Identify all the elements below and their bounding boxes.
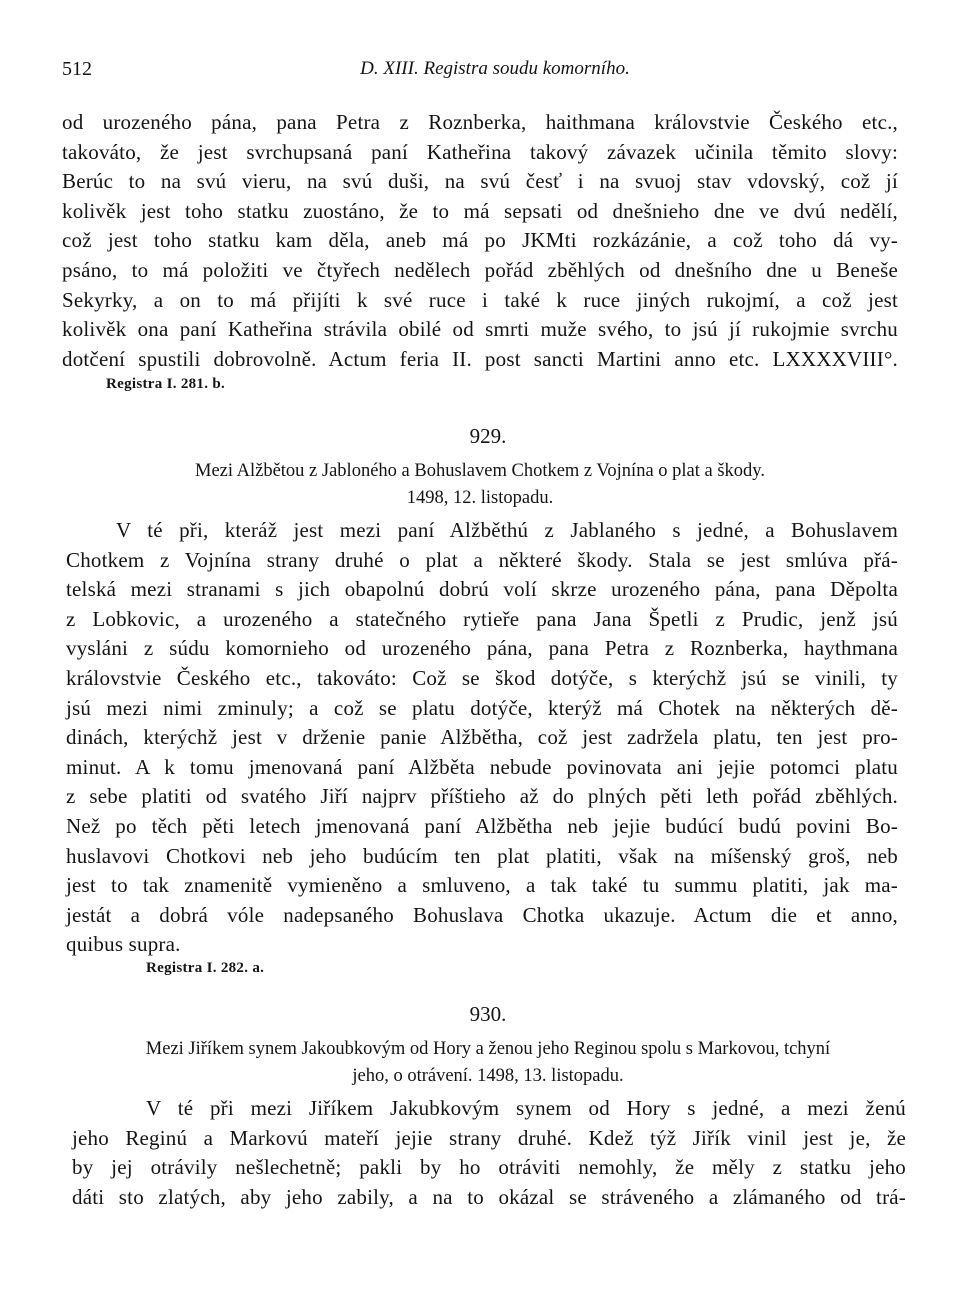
text-line: quibus supra.	[66, 932, 181, 957]
text-line: vysláni z súdu komornieho od urozeného pána, pana Petra z Roznberka, haythmana	[66, 636, 898, 661]
document-body	[72, 1094, 906, 1212]
text-line: psáno, to má položiti ve čtyřech nedělech pořád zběhlých od dnešního dne u Beneše	[62, 257, 898, 282]
text-line: Sekyrky, a on to má přijíti k své ruce i také k ruce jiných rukojmí, a což jest	[62, 287, 898, 312]
text-line: což jest toho statku kam děla, aneb má po JKMti rozkázánie, a což toho dá vy-	[62, 228, 898, 253]
document-number: 929.	[469, 424, 507, 448]
text-line: Berúc to na svú vieru, na svú duši, na svú česť i na svuoj stav vdovský, což jí	[62, 169, 898, 194]
text-line: z Lobkovic, a urozeného a statečného rytieře pana Jana Špetli z Prudic, jenž jsú	[66, 606, 898, 631]
text-line: takováto, že jest svrchupsaná paní Katheřina takový závazek učinila těmito slovy:	[62, 139, 898, 164]
text-line: telská mezi stranami s jich obapolnú dobrú volí skrze urozeného pána, pana Děpolta	[66, 577, 898, 602]
text-line: Chotkem z Vojnína strany druhé o plat a některé škody. Stala se jest smlúva přá-	[66, 547, 898, 572]
text-line: dotčení spustili dobrovolně. Actum feria II. post sancti Martini anno etc. LXXXXVIII°.	[62, 346, 898, 371]
document-summary	[70, 1036, 906, 1090]
text-line: od urozeného pána, pana Petra z Roznberka, haithmana královstvie Českého etc.,	[62, 110, 898, 134]
document-number: 930.	[469, 1002, 507, 1026]
document-body	[66, 516, 898, 960]
running-title: D. XIII. Registra soudu komorního.	[360, 58, 630, 79]
text-line: Než po těch pěti letech jmenovaná paní Alžbětha neb jejie budúcí budú povini Bo-	[66, 813, 898, 838]
text-line: dinách, kterýchž jest v drženie panie Alžbětha, což jest zadržela platu, ten jest pro-	[66, 725, 898, 750]
text-line: minut. A k tomu jmenovaná paní Alžběta nebude povinovata ani jejie potomci platu	[66, 754, 898, 779]
text-line: huslavovi Chotkovi neb jeho budúcím ten plat platiti, však na míšenský groš, neb	[66, 843, 898, 868]
text-line: by jej otrávily nešlechetně; pakli by ho otráviti nemohly, že měly z statku jeho	[72, 1155, 906, 1180]
summary-line: Mezi Jiříkem synem Jakoubkovým od Hory a ženou jeho Reginou spolu s Markovou, tchyní	[145, 1039, 831, 1059]
text-line: jestát a dobrá vóle nadepsaného Bohuslava Chotka ukazuje. Actum die et anno,	[66, 902, 898, 927]
text-line: královstvie Českého etc., takováto: Což se škod dotýče, s kterýchž jsú se vinili, ty	[66, 665, 898, 690]
text-line: jeho Reginú a Markovú mateří jejie strany druhé. Kdež týž Jiřík vinil jest je, že	[72, 1125, 906, 1150]
text-line: jest to tak znamenitě vymieněno a smluveno, a tak také tu summu platiti, jak ma-	[66, 873, 898, 898]
text-line: kolivěk ona paní Katheřina strávila obilé od smrti muže svého, to jsú jí rukojmie svrchu	[62, 317, 898, 342]
paragraph	[66, 516, 898, 960]
summary-date: 1498, 12. listopadu.	[406, 488, 554, 508]
text-line: jsú mezi nimi zminuly; a což se platu dotýče, kterýž má Chotek na některých dě-	[66, 695, 898, 720]
paragraph	[72, 1094, 906, 1212]
running-head	[62, 58, 898, 88]
text-line: dáti sto zlatých, aby jeho zabily, a na to okázal se strávеného a zlámaného od trá-	[72, 1184, 906, 1209]
source-reference: Registra I. 281. b.	[106, 376, 226, 392]
page-number: 512	[62, 58, 92, 80]
continued-paragraph	[62, 108, 898, 374]
summary-line: Mezi Alžbětou z Jabloného a Bohuslavem Chotkem z Vojnína o plat a škody.	[195, 461, 765, 481]
document-summary	[62, 458, 898, 512]
paragraph	[62, 108, 898, 374]
text-line: kolivěk jest toho statku zuostáno, že to má sepsati od dnešnieho dne ve dvú nedělí,	[62, 198, 898, 223]
text-line: V té při mezi Jiříkem Jakubkovým synem od Hory s jedné, a mezi ženú	[146, 1096, 906, 1120]
text-line: z sebe platiti od svatého Jiří najprv příštieho až do plných pěti leth pořád zběhlých.	[66, 784, 898, 809]
summary-line: jeho, o otrávení. 1498, 13. listopadu.	[352, 1066, 624, 1086]
source-reference: Registra I. 282. a.	[146, 960, 265, 976]
text-line: V té při, kteráž jest mezi paní Alžběthú z Jablaného s jedné, a Bohuslavem	[116, 518, 898, 542]
